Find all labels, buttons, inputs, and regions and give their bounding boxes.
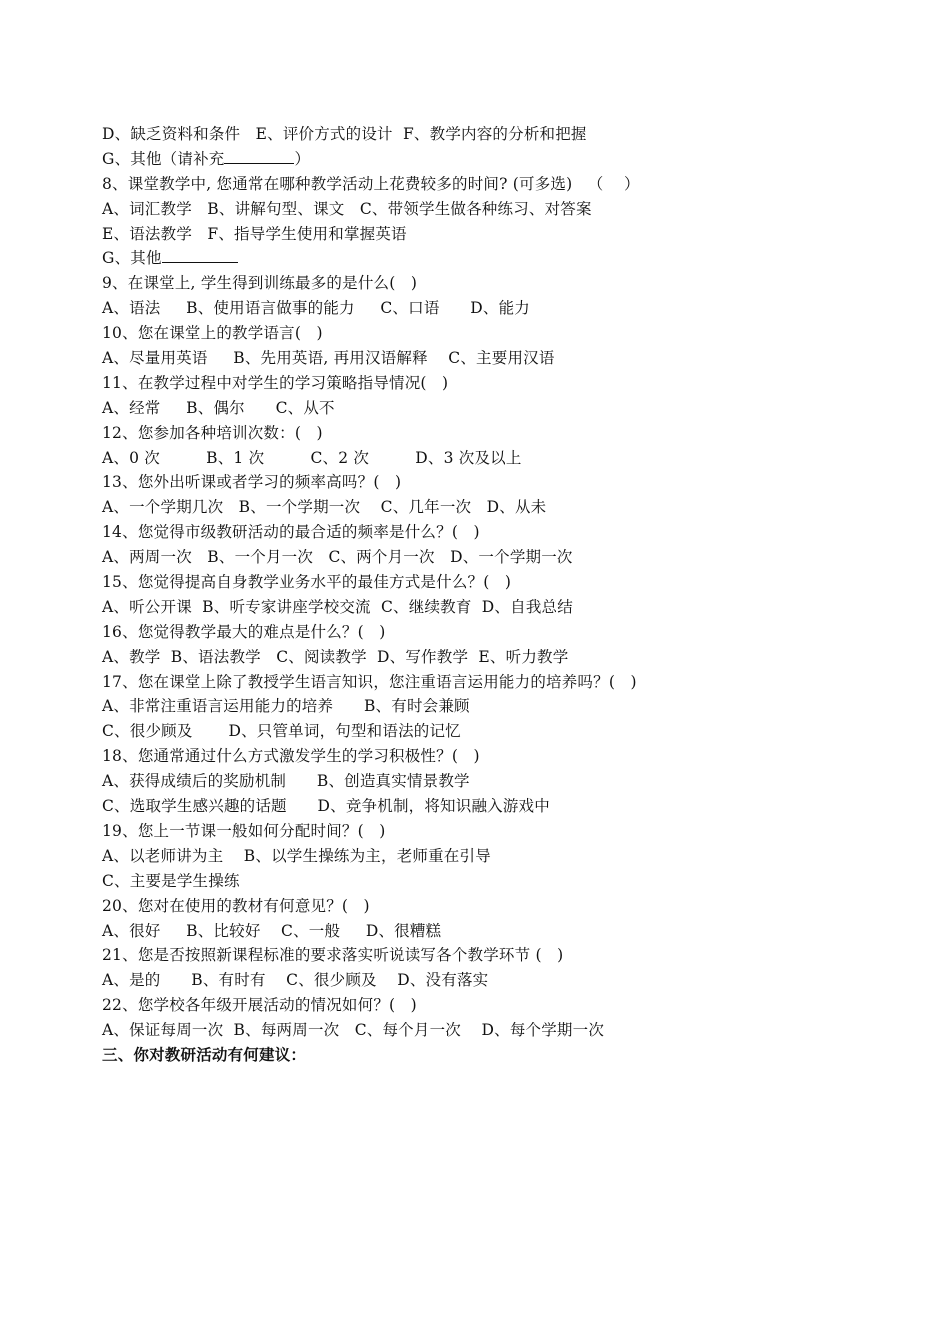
question-20: 20、您对在使用的教材有何意见？( )	[102, 896, 370, 915]
option-line-q8-g	[102, 246, 862, 271]
options-q20: A、很好 B、比较好 C、一般 D、很糟糕	[102, 921, 442, 940]
question-11: 11、在教学过程中对学生的学习策略指导情况( )	[102, 373, 449, 392]
section-heading: 三、你对教研活动有何建议：	[102, 1044, 307, 1064]
options-q19-ab: A、以老师讲为主 B、以学生操练为主，老师重在引导	[102, 846, 491, 865]
options-q18-ab: A、获得成绩后的奖励机制 B、创造真实情景教学	[102, 772, 470, 791]
question-18: 18、您通常通过什么方式激发学生的学习积极性？( )	[102, 747, 480, 766]
question-12: 12、您参加各种培训次数：( )	[102, 423, 323, 442]
options-q16: A、教学 B、语法教学 C、阅读教学 D、写作教学 E、听力教学	[102, 647, 569, 666]
options-q17-ab: A、非常注重语言运用能力的培养 B、有时会兼顾	[102, 697, 470, 716]
option-g-prefix: G、其他	[102, 249, 162, 268]
option-line-q7-g	[102, 147, 862, 172]
options-q19-c: C、主要是学生操练	[102, 871, 240, 890]
options-q9: A、语法 B、使用语言做事的能力 C、口语 D、能力	[102, 299, 531, 318]
question-22: 22、您学校各年级开展活动的情况如何？( )	[102, 996, 417, 1015]
option-line-q8-ef: E、语法教学 F、指导学生使用和掌握英语	[102, 224, 407, 243]
question-16: 16、您觉得教学最大的难点是什么？( )	[102, 622, 386, 641]
option-line-q8-abc: A、词汇教学 B、讲解句型、课文 C、带领学生做各种练习、对答案	[102, 199, 592, 218]
question-14: 14、您觉得市级教研活动的最合适的频率是什么？( )	[102, 523, 480, 542]
options-q13: A、一个学期几次 B、一个学期一次 C、几年一次 D、从未	[102, 498, 547, 517]
options-q14: A、两周一次 B、一个月一次 C、两个月一次 D、一个学期一次	[102, 548, 573, 567]
option-g-prefix: G、其他（请补充	[102, 149, 225, 168]
options-q17-cd: C、很少顾及 D、只管单词，句型和语法的记忆	[102, 722, 461, 741]
options-q18-cd: C、选取学生感兴趣的话题 D、竞争机制，将知识融入游戏中	[102, 797, 550, 816]
survey-content	[102, 122, 862, 1068]
question-9: 9、在课堂上, 学生得到训练最多的是什么( )	[102, 274, 418, 293]
question-19: 19、您上一节课一般如何分配时间？( )	[102, 821, 386, 840]
question-21: 21、您是否按照新课程标准的要求落实听说读写各个教学环节 ( )	[102, 946, 564, 965]
options-q22: A、保证每周一次 B、每两周一次 C、每个月一次 D、每个学期一次	[102, 1021, 605, 1040]
question-8: 8、课堂教学中, 您通常在哪种教学活动上花费较多的时间? (可多选) （ ）	[102, 174, 640, 193]
question-10: 10、您在课堂上的教学语言( )	[102, 324, 323, 343]
option-g-suffix: ）	[294, 149, 311, 168]
option-line-q7-def: D、缺乏资料和条件 E、评价方式的设计 F、教学内容的分析和把握	[102, 125, 587, 143]
options-q11: A、经常 B、偶尔 C、从不	[102, 398, 335, 417]
fill-blank	[224, 148, 294, 164]
options-q12: A、0 次 B、1 次 C、2 次 D、3 次及以上	[102, 448, 522, 467]
question-17: 17、您在课堂上除了教授学生语言知识，您注重语言运用能力的培养吗？( )	[102, 672, 637, 691]
fill-blank	[162, 247, 238, 263]
question-15: 15、您觉得提高自身教学业务水平的最佳方式是什么？( )	[102, 573, 512, 592]
options-q21: A、是的 B、有时有 C、很少顾及 D、没有落实	[102, 971, 489, 990]
question-13: 13、您外出听课或者学习的频率高吗？( )	[102, 473, 402, 492]
options-q10: A、尽量用英语 B、先用英语, 再用汉语解释 C、主要用汉语	[102, 349, 555, 368]
options-q15: A、听公开课 B、听专家讲座学校交流 C、继续教育 D、自我总结	[102, 597, 573, 616]
